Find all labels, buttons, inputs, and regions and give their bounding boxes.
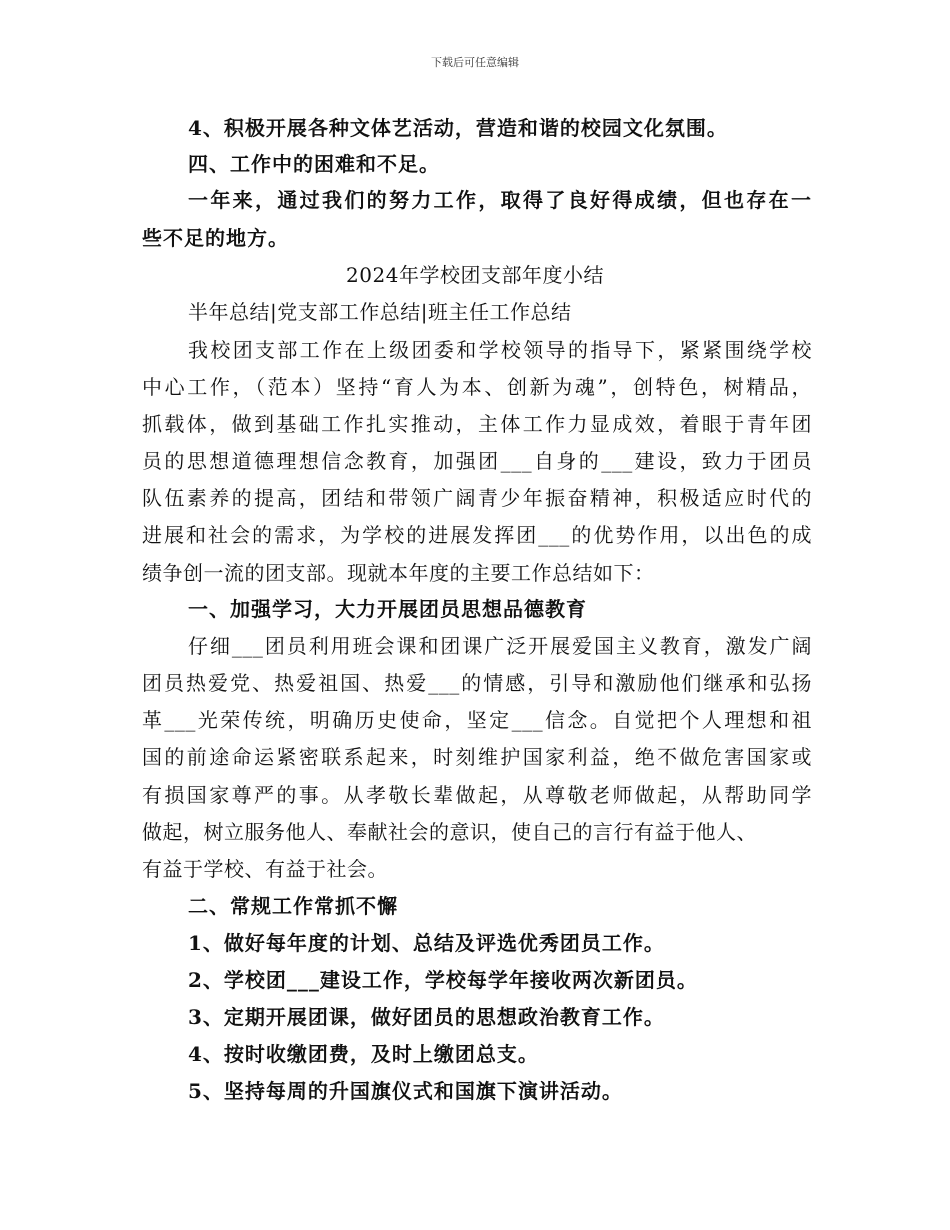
paragraph-line: 团员热爱党、热爱祖国、热爱___的情感，引导和激励他们继承和弘扬: [142, 671, 812, 695]
article-title: 2024年学校团支部年度小结: [346, 263, 604, 287]
paragraph-line: 绩争创一流的团支部。现就本年度的主要工作总结如下：: [142, 561, 655, 585]
page-header: 下载后可任意编辑: [431, 56, 519, 69]
list-item: 4、积极开展各种文体艺活动，营造和谐的校园文化氛围。: [188, 116, 728, 140]
paragraph-line: 仔细___团员利用班会课和团课广泛开展爱国主义教育，激发广阔: [188, 634, 812, 658]
section-heading: 四、工作中的困难和不足。: [188, 152, 440, 176]
article-tags: 半年总结|党支部工作总结|班主任工作总结: [188, 300, 572, 324]
paragraph-line: 抓载体，做到基础工作扎实推动，主体工作力显成效，着眼于青年团: [142, 412, 812, 436]
paragraph-line: 些不足的地方。: [142, 226, 289, 250]
section-heading: 一、加强学习，大力开展团员思想品德教育: [188, 597, 587, 621]
paragraph-line: 队伍素养的提高，团结和带领广阔青少年振奋精神，积极适应时代的: [142, 486, 812, 510]
list-item: 1、做好每年度的计划、总结及评选优秀团员工作。: [188, 931, 665, 955]
paragraph-line: 做起，树立服务他人、奉献社会的意识，使自己的言行有益于他人、: [142, 820, 757, 844]
paragraph-line: 进展和社会的需求，为学校的进展发挥团___的优势作用，以出色的成: [142, 523, 812, 547]
paragraph-line: 有益于学校、有益于社会。: [142, 857, 388, 881]
paragraph-line: 一年来，通过我们的努力工作，取得了良好得成绩，但也存在一: [188, 188, 812, 212]
list-item: 3、定期开展团课，做好团员的思想政治教育工作。: [188, 1005, 665, 1029]
paragraph-line: 员的思想道德理想信念教育，加强团___自身的___建设，致力于团员: [142, 449, 812, 473]
list-item: 2、学校团___建设工作，学校每学年接收两次新团员。: [188, 968, 698, 992]
paragraph-line: 革___光荣传统，明确历史使命，坚定___信念。自觉把个人理想和祖: [142, 708, 812, 732]
paragraph-line: 中心工作，（范本）坚持“育人为本、创新为魂”，创特色，树精品，: [142, 375, 812, 399]
paragraph-line: 国的前途命运紧密联系起来，时刻维护国家利益，绝不做危害国家或: [142, 745, 812, 769]
list-item: 5、坚持每周的升国旗仪式和国旗下演讲活动。: [188, 1079, 623, 1103]
section-heading: 二、常规工作常抓不懈: [188, 894, 398, 918]
paragraph-line: 我校团支部工作在上级团委和学校领导的指导下，紧紧围绕学校: [188, 338, 812, 362]
paragraph-line: 有损国家尊严的事。从孝敬长辈做起，从尊敬老师做起，从帮助同学: [142, 783, 812, 807]
list-item: 4、按时收缴团费，及时上缴团总支。: [188, 1042, 539, 1066]
